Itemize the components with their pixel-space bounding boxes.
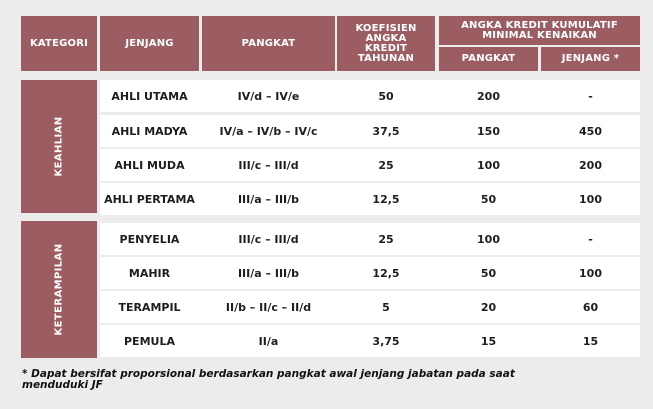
cell-pangkat: IV/d – IV/e <box>237 89 300 103</box>
cell-jenjang: PEMULA <box>124 334 175 348</box>
cell-ak-jenjang: 60 <box>582 300 599 314</box>
header-angka-kredit: ANGKA KREDIT KUMULATIF MINIMAL KENAIKAN <box>439 16 640 45</box>
cell-koefisien: 37,5 <box>372 124 400 138</box>
cell-koefisien: 25 <box>378 158 394 172</box>
header-sub-pangkat: PANGKAT <box>439 47 538 71</box>
table-row <box>100 223 640 255</box>
cell-koefisien: 12,5 <box>372 192 400 206</box>
cell-ak-pangkat: 50 <box>480 192 497 206</box>
cell-pangkat: III/a – III/b <box>237 192 300 206</box>
cell-ak-pangkat: 200 <box>477 89 500 103</box>
group-label-text: KETERAMPILAN <box>53 243 65 336</box>
footnote: * Dapat bersifat proporsional berdasarkan pangkat awal jenjang jabatan pada saat menduduki JF <box>22 368 515 391</box>
table-row <box>100 80 640 112</box>
cell-ak-jenjang: - <box>588 89 593 103</box>
cell-ak-jenjang: 15 <box>582 334 599 348</box>
cell-ak-pangkat: 100 <box>477 232 500 246</box>
cell-koefisien: 5 <box>382 300 390 314</box>
table-row <box>100 115 640 147</box>
cell-ak-pangkat: 100 <box>477 158 500 172</box>
cell-jenjang: AHLI PERTAMA <box>104 192 195 206</box>
cell-jenjang: AHLI UTAMA <box>111 89 188 103</box>
cell-jenjang: TERAMPIL <box>118 300 181 314</box>
group-label-keterampilan <box>21 221 97 358</box>
table-row <box>100 149 640 181</box>
cell-ak-pangkat: 20 <box>480 300 497 314</box>
cell-pangkat: III/a – III/b <box>237 266 300 280</box>
table-row <box>100 183 640 215</box>
cell-koefisien: 50 <box>378 89 394 103</box>
cell-jenjang: AHLI MUDA <box>114 158 185 172</box>
header-pangkat: PANGKAT <box>202 16 335 71</box>
cell-jenjang: AHLI MADYA <box>111 124 188 138</box>
cell-ak-pangkat: 15 <box>480 334 497 348</box>
table-row <box>100 291 640 323</box>
cell-koefisien: 12,5 <box>372 266 400 280</box>
cell-jenjang: MAHIR <box>128 266 171 280</box>
table-row <box>100 325 640 357</box>
cell-koefisien: 25 <box>378 232 394 246</box>
header-sub-jenjang: JENJANG * <box>541 47 640 71</box>
cell-ak-pangkat: 150 <box>477 124 500 138</box>
group-label-keahlian <box>21 80 97 213</box>
header-koefisien: KOEFISIEN ANGKA KREDIT TAHUNAN <box>337 16 435 71</box>
cell-koefisien: 3,75 <box>372 334 400 348</box>
cell-pangkat: III/c – III/d <box>238 232 299 246</box>
cell-jenjang: PENYELIA <box>119 232 180 246</box>
cell-pangkat: IV/a – IV/b – IV/c <box>219 124 318 138</box>
cell-pangkat: II/b – II/c – II/d <box>225 300 312 314</box>
cell-ak-pangkat: 50 <box>480 266 497 280</box>
table-row <box>100 257 640 289</box>
cell-ak-jenjang: - <box>588 232 593 246</box>
cell-ak-jenjang: 100 <box>579 266 602 280</box>
header-jenjang: JENJANG <box>100 16 199 71</box>
cell-ak-jenjang: 200 <box>579 158 602 172</box>
cell-ak-jenjang: 100 <box>579 192 602 206</box>
cell-pangkat: II/a <box>258 334 279 348</box>
group-label-text: KEAHLIAN <box>53 116 65 177</box>
header-kategori: KATEGORI <box>21 16 97 71</box>
cell-ak-jenjang: 450 <box>579 124 602 138</box>
cell-pangkat: III/c – III/d <box>238 158 299 172</box>
